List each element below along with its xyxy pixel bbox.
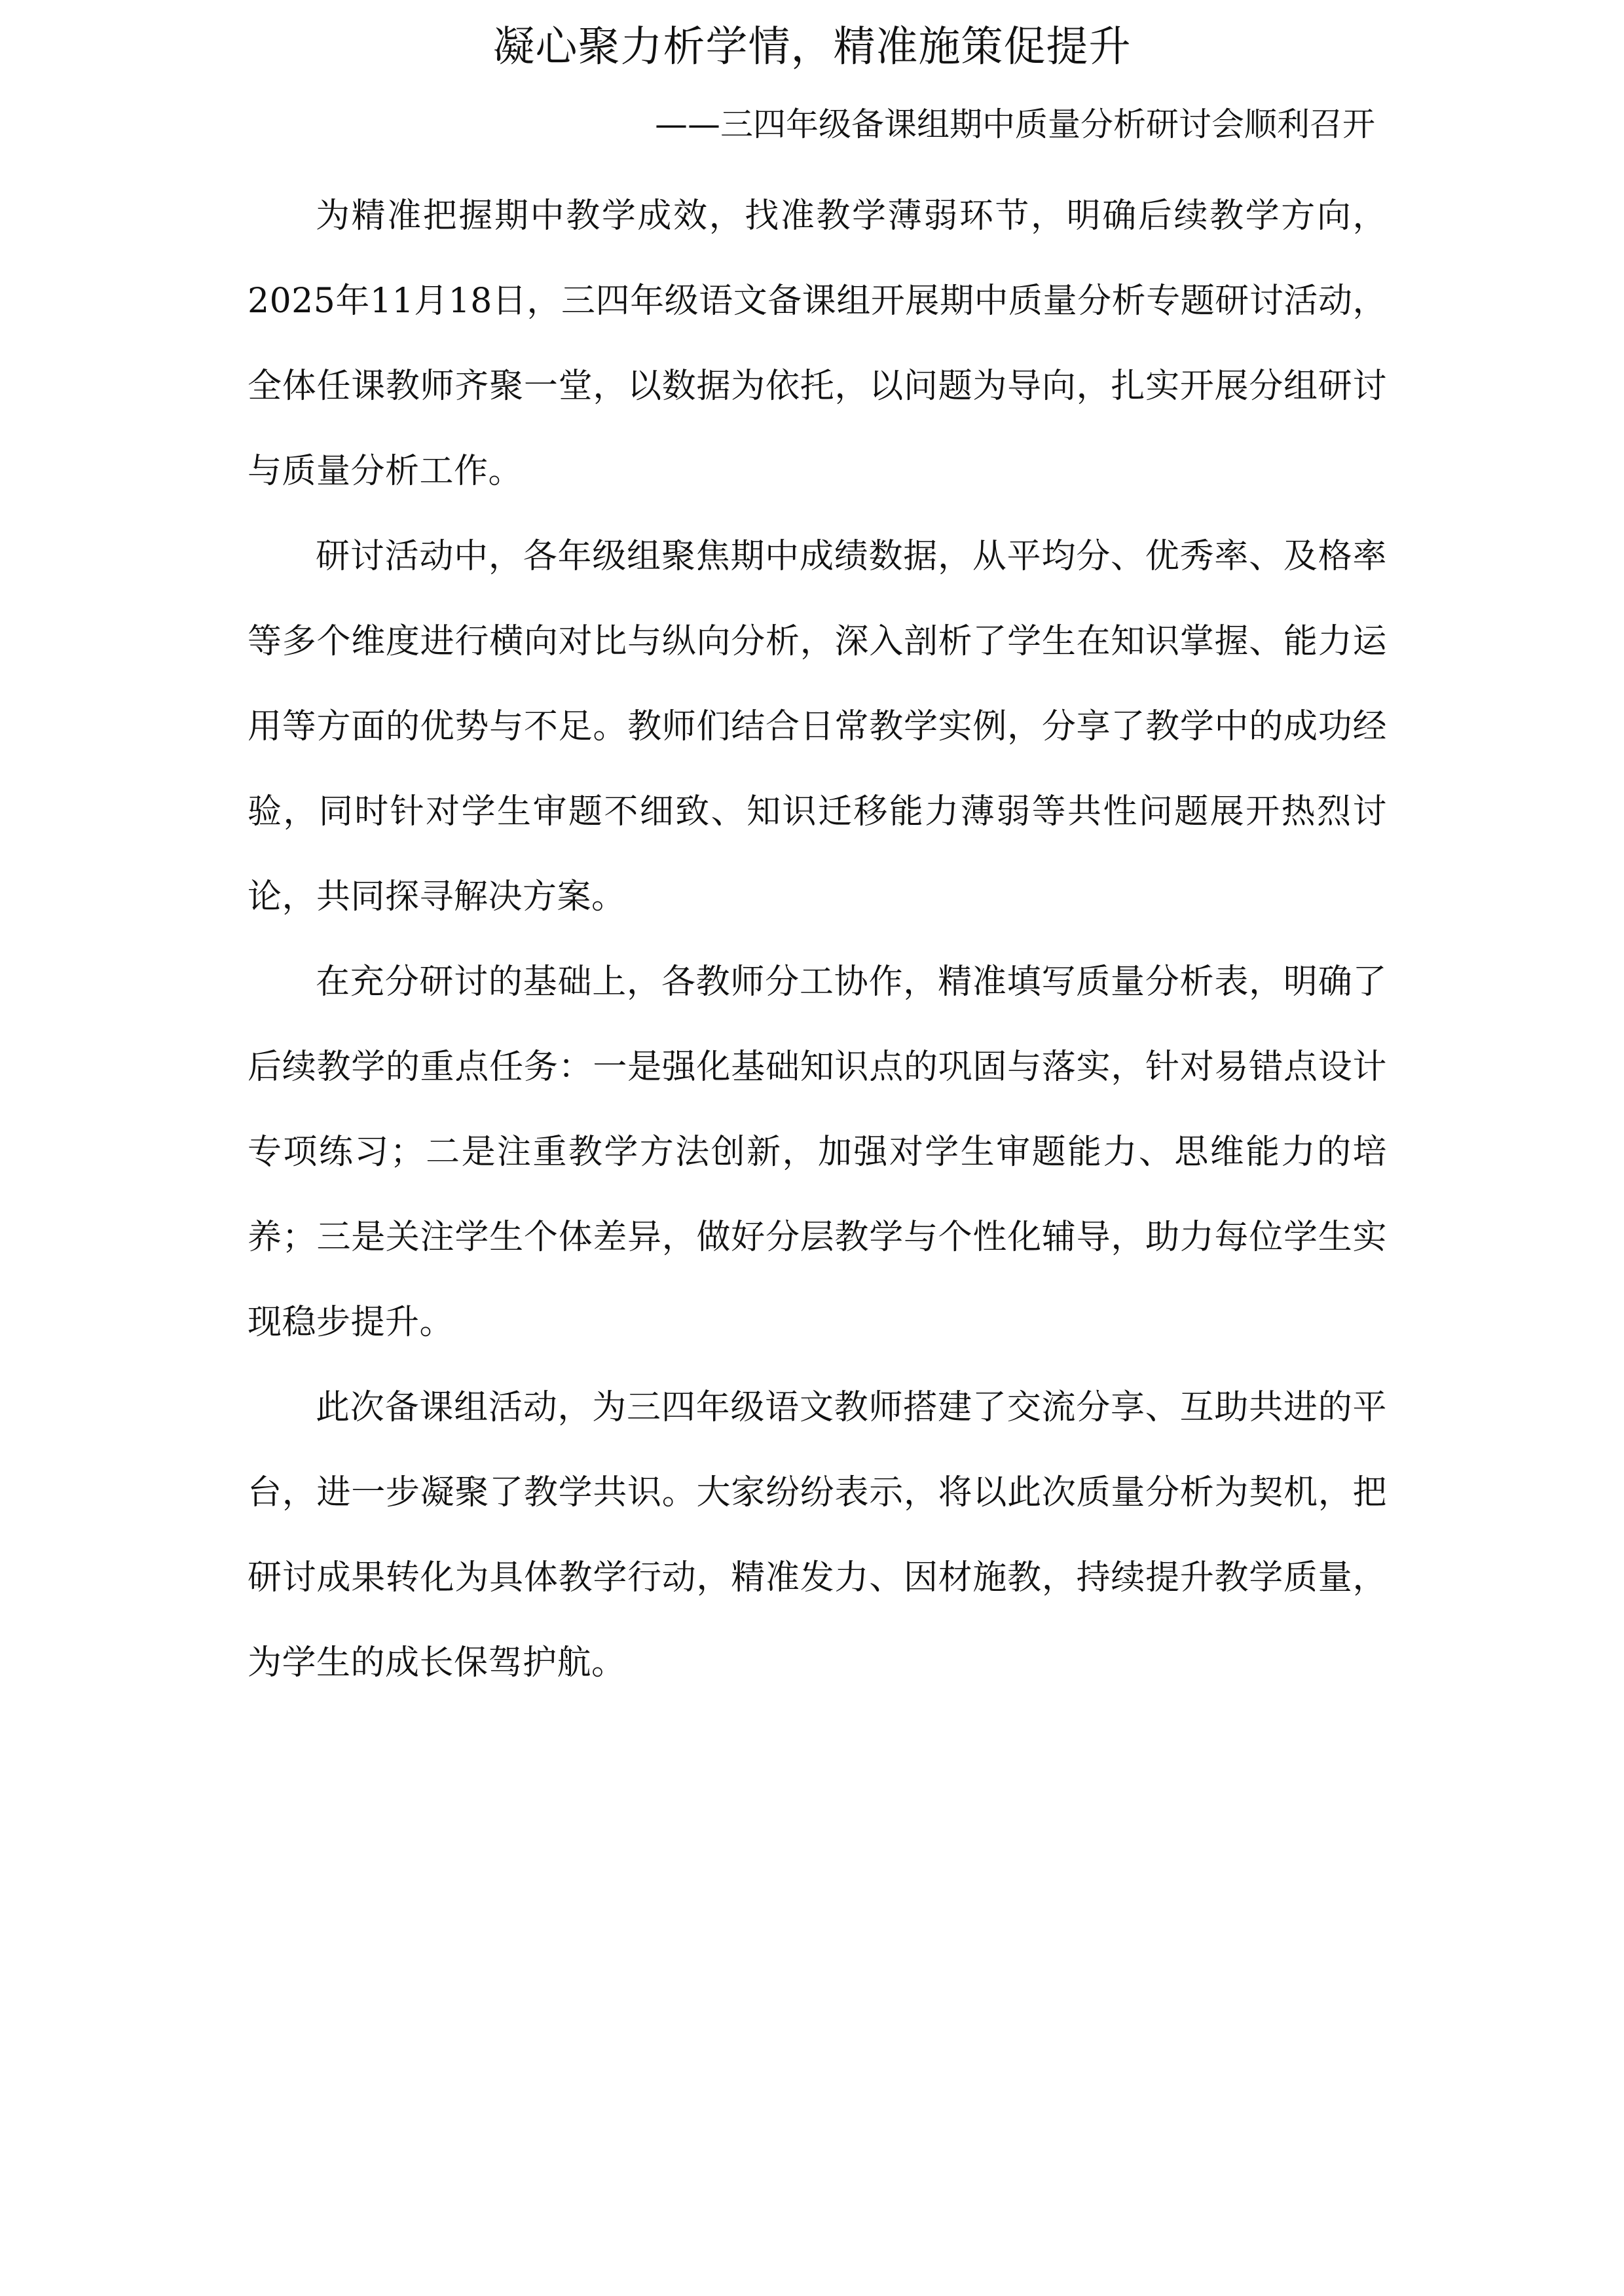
document-body	[248, 173, 1387, 1705]
paragraph-1: 为精准把握期中教学成效，找准教学薄弱环节，明确后续教学方向，2025年11月18日，三四年级语文备课组开展期中质量分析专题研讨活动，全体任课教师齐聚一堂，以数据为依托，以问题为导向，扎实开展分组研讨与质量分析工作。	[248, 196, 1387, 491]
paragraph-2: 研讨活动中，各年级组聚焦期中成绩数据，从平均分、优秀率、及格率等多个维度进行横向对比与纵向分析，深入剖析了学生在知识掌握、能力运用等方面的优势与不足。教师们结合日常教学实例，分享了教学中的成功经验，同时针对学生审题不细致、知识迁移能力薄弱等共性问题展开热烈讨论，共同探寻解决方案。	[248, 537, 1387, 917]
paragraph-3: 在充分研讨的基础上，各教师分工协作，精准填写质量分析表，明确了后续教学的重点任务：一是强化基础知识点的巩固与落实，针对易错点设计专项练习；二是注重教学方法创新，加强对学生审题能力、思维能力的培养；三是关注学生个体差异，做好分层教学与个性化辅导，助力每位学生实现稳步提升。	[248, 962, 1387, 1342]
document-subtitle: ——三四年级备课组期中质量分析研讨会顺利召开	[655, 105, 1375, 143]
document-title: 凝心聚力析学情，精准施策促提升	[492, 23, 1132, 71]
paragraph-4: 此次备课组活动，为三四年级语文教师搭建了交流分享、互助共进的平台，进一步凝聚了教学共识。大家纷纷表示，将以此次质量分析为契机，把研讨成果转化为具体教学行动，精准发力、因材施教，持续提升教学质量，为学生的成长保驾护航。	[248, 1388, 1387, 1683]
